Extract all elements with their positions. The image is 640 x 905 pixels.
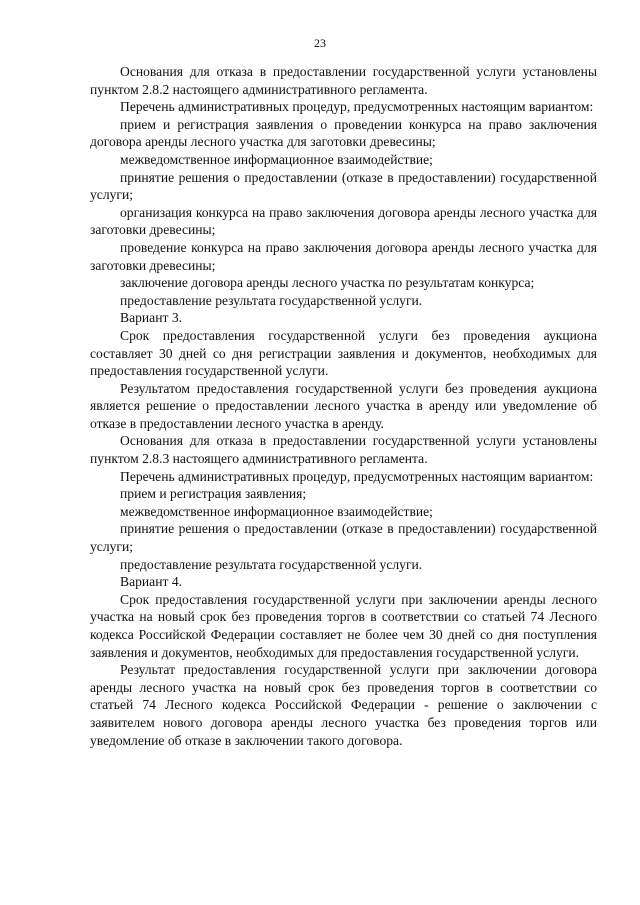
list-item: прием и регистрация заявления; — [120, 486, 307, 502]
list-item: межведомственное информационное взаимодействие; — [120, 503, 433, 519]
paragraph: Перечень административных процедур, предусмотренных настоящим вариантом: — [120, 99, 594, 115]
list-item: заключение договора аренды лесного участка по результатам конкурса; — [120, 275, 535, 291]
paragraph: Основания для отказа в предоставлении государственной услуги установлены пунктом 2.8.2 настоящего административного регламента. — [90, 64, 597, 97]
list-item: предоставление результата государственной услуги. — [120, 292, 423, 308]
document-body — [90, 63, 597, 749]
list-item: межведомственное информационное взаимодействие; — [120, 151, 433, 167]
page-number: 23 — [314, 36, 326, 50]
list-item: прием и регистрация заявления о проведении конкурса на право заключения договора аренды лесного участка для заготовки древесины; — [90, 116, 597, 150]
paragraph: Перечень административных процедур, предусмотренных настоящим вариантом: — [120, 468, 594, 484]
variant-heading: Вариант 3. — [120, 310, 183, 326]
paragraph: Срок предоставления государственной услуги без проведения аукциона составляет 30 дней со дня регистрации заявления и документов, необходимых для предоставления государственной услуги. — [90, 327, 597, 379]
paragraph: Срок предоставления государственной услуги при заключении аренды лесного участка на новый срок без проведения торгов в соответствии со статьей 74 Лесного кодекса Российской Федерации составляет не более чем 30 дней со дня поступления заявления и документов, необходимых для предоставления государственной услуги. — [90, 591, 597, 660]
variant-heading: Вариант 4. — [120, 574, 183, 590]
list-item: принятие решения о предоставлении (отказе в предоставлении) государственной услуги; — [90, 169, 597, 203]
list-item: предоставление результата государственной услуги. — [120, 556, 423, 572]
list-item: организация конкурса на право заключения договора аренды лесного участка для заготовки древесины; — [90, 204, 597, 238]
list-item: проведение конкурса на право заключения договора аренды лесного участка для заготовки древесины; — [90, 239, 597, 273]
list-item: принятие решения о предоставлении (отказе в предоставлении) государственной услуги; — [90, 521, 597, 555]
paragraph: Результатом предоставления государственной услуги без проведения аукциона является решение о предоставлении лесного участка в аренду или уведомление об отказе в предоставлении лесного участка в аренду. — [90, 380, 597, 431]
paragraph: Результат предоставления государственной услуги при заключении договора аренды лесного участка на новый срок без проведения торгов в соответствии со статьей 74 Лесного кодекса Российской Федерации - решение о заключении с заявителем нового договора аренды лесного участка без проведения торгов или уведомление об отказе в заключении такого договора. — [90, 662, 597, 748]
paragraph: Основания для отказа в предоставлении государственной услуги установлены пунктом 2.8.3 настоящего административного регламента. — [90, 433, 597, 467]
